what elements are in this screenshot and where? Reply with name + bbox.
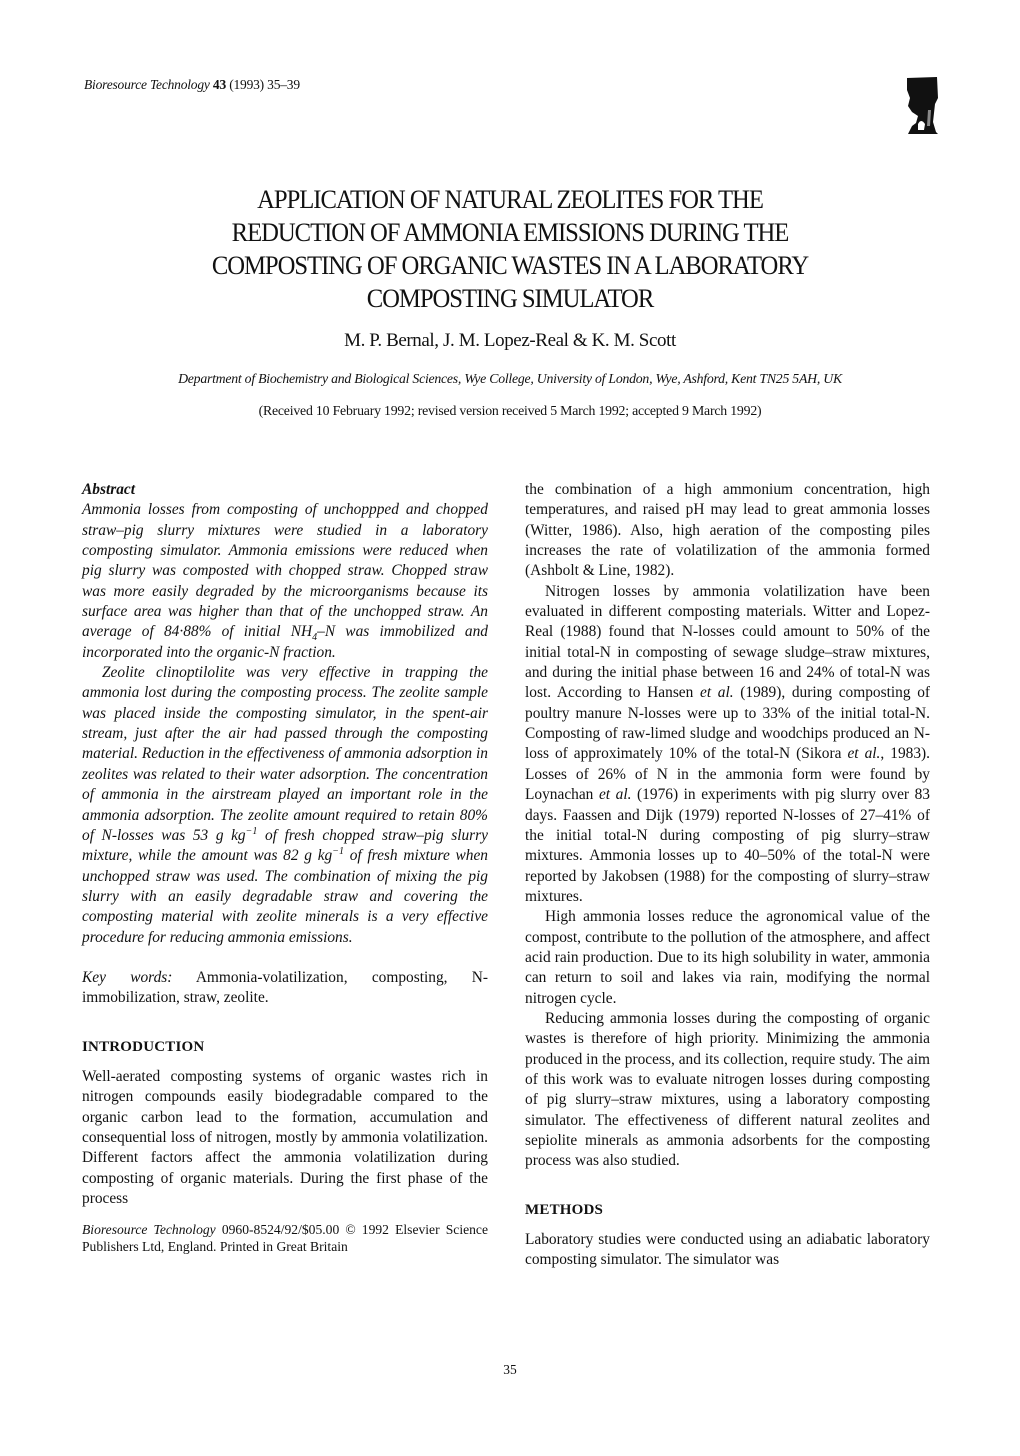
superscript: −1: [332, 846, 344, 858]
abstract-heading: Abstract: [82, 481, 136, 498]
elsevier-tree-icon: [906, 76, 939, 136]
abstract-paragraph-2: [82, 663, 488, 948]
title-line: COMPOSTING OF ORGANIC WASTES IN A LABORATORY: [211, 250, 809, 280]
footnote-text: 0960-8524/92/$05.00 © 1992 Elsevier Science Publishers Ltd, England. Printed in Great Britain: [82, 1222, 488, 1255]
article-title: [36, 183, 985, 315]
introduction-paragraph-1-continued: the combination of a high ammonium concentration, high temperatures, and raised pH may lead to great ammonia losses (Witter, 1986). Also, high aeration of the composting piles increases the rate of volatilization of the ammonia formed (Ashbolt & Line, 1982).: [525, 481, 930, 580]
affiliation: Department of Biochemistry and Biological Sciences, Wye College, University of London, Wye, Ashford, Kent TN25 5AH, UK: [178, 371, 842, 386]
body-text: (1989), during composting of poultry manure N-losses were up to 33% of the initial total-N. Composting of raw-limed sludge and woodchips produced an N-loss of approximately 10% of the total-N (Sikora: [525, 684, 931, 763]
introduction-heading: INTRODUCTION: [82, 1038, 205, 1055]
introduction-paragraph-4: Reducing ammonia losses during the composting of organic wastes is therefore of high priority. Minimizing the ammonia produced in the process, and its collection, require study. The aim of this work was to evaluate nitrogen losses during composting of pig slurry–straw mixtures, using a laboratory composting simulator. The effectiveness of different natural zeolites and sepiolite minerals as ammonia adsorbents for the composting process was also studied.: [525, 1009, 930, 1170]
page-number: 35: [503, 1362, 517, 1377]
et-al: et al.: [598, 786, 632, 804]
right-column: [525, 480, 930, 1271]
et-al: et al.: [847, 745, 881, 763]
authors: M. P. Bernal, J. M. Lopez-Real & K. M. Scott: [344, 330, 676, 351]
abstract-text: of fresh mixture when unchopped straw was used. The combination of mixing the pig slurry with an easily degradable straw and covering the composting material with zeolite minerals is a very effective procedure for reducing ammonia emissions.: [82, 847, 488, 946]
abstract-text: Ammonia losses from composting of unchoppped and chopped straw–pig slurry mixtures were studied in a laboratory composting simulator. Ammonia emissions were reduced when pig slurry was composted with chopped straw. Chopped straw was more easily degraded by the microorganisms because its surface area was higher than that of the unchopped straw. An average of 84·88% of initial NH: [82, 501, 488, 641]
methods-paragraph-1: Laboratory studies were conducted using an adiabatic laboratory composting simulator. The simulator was: [525, 1231, 930, 1269]
et-al: et al.: [700, 684, 734, 702]
title-line: REDUCTION OF AMMONIA EMISSIONS DURING THE: [231, 217, 789, 247]
abstract-paragraph-1: [82, 500, 488, 663]
year-pages: (1993) 35–39: [229, 77, 300, 92]
received-dates: (Received 10 February 1992; revised version received 5 March 1992; accepted 9 March 1992): [258, 403, 762, 418]
copyright-footnote: [82, 1221, 488, 1255]
superscript: −1: [245, 825, 258, 837]
volume-number: 43: [212, 77, 226, 92]
body-text: Nitrogen losses by ammonia volatilization have been evaluated in different composting materials. Witter and Lopez-Real (1988) found that N-losses could amount to 50% of the initial total-N in composting of sewage sludge–straw mixtures, and during the initial phase between 16 and 24% of total-N was lost. According to Hansen: [525, 582, 930, 702]
keywords: [82, 968, 488, 1009]
introduction-paragraph-1: Well-aerated composting systems of organic wastes rich in nitrogen compounds easily biodegradable compared to the organic carbon lead to the formation, accumulation and consequential loss of nitrogen, mostly by ammonia volatilization. Different factors affect the ammonia volatilization during composting of organic materials. During the first phase of the process: [82, 1067, 488, 1207]
title-line: COMPOSTING SIMULATOR: [366, 283, 654, 313]
running-head: [84, 77, 300, 93]
abstract-text: of fresh chopped straw–pig slurry mixture, while the amount was 82 g kg: [82, 826, 488, 865]
keywords-label: Key words:: [82, 968, 173, 986]
body-text: , 1983). Losses of 26% of N in the ammonia form were found by Loynachan: [525, 745, 930, 804]
body-text: (1976) in experiments with pig slurry over 83 days. Faassen and Dijk (1979) reported N-losses of 27–41% of the initial total-N during composting of pig slurry–straw mixtures. Ammonia losses up to 40–50% of the total-N were reported by Jakobsen (1988) for the composting of slurry–straw mixtures.: [525, 786, 930, 905]
introduction-paragraph-3: High ammonia losses reduce the agronomical value of the compost, contribute to the pollution of the atmosphere, and affect acid rain production. Due to its high solubility in water, ammonia can return to soil and lakes via rain, modifying the normal nitrogen cycle.: [525, 908, 930, 1007]
methods-heading: METHODS: [525, 1201, 604, 1218]
left-column: [82, 480, 488, 1255]
introduction-paragraph-2: [525, 582, 930, 908]
abstract-text: Zeolite clinoptilolite was very effective in trapping the ammonia lost during the composting process. The zeolite sample was placed inside the composting simulator, in the spent-air stream, just after the air had passed through the composting material. Reduction in the effectiveness of ammonia adsorption in zeolites was related to their water adsorption. The concentration of ammonia in the airstream played an important role in the ammonia adsorption. The zeolite amount required to retain 80% of N-losses was 53 g kg: [82, 664, 488, 844]
keywords-value: Ammonia-volatilization, composting, N-immobilization, straw, zeolite.: [82, 968, 488, 1007]
journal-name: Bioresource Technology: [84, 77, 210, 92]
title-line: APPLICATION OF NATURAL ZEOLITES FOR THE: [257, 184, 763, 214]
abstract-text: –N was immobilized and incorporated into the organic-N fraction.: [82, 623, 488, 661]
subscript: 4: [312, 632, 318, 644]
footnote-journal: Bioresource Technology: [82, 1222, 216, 1238]
